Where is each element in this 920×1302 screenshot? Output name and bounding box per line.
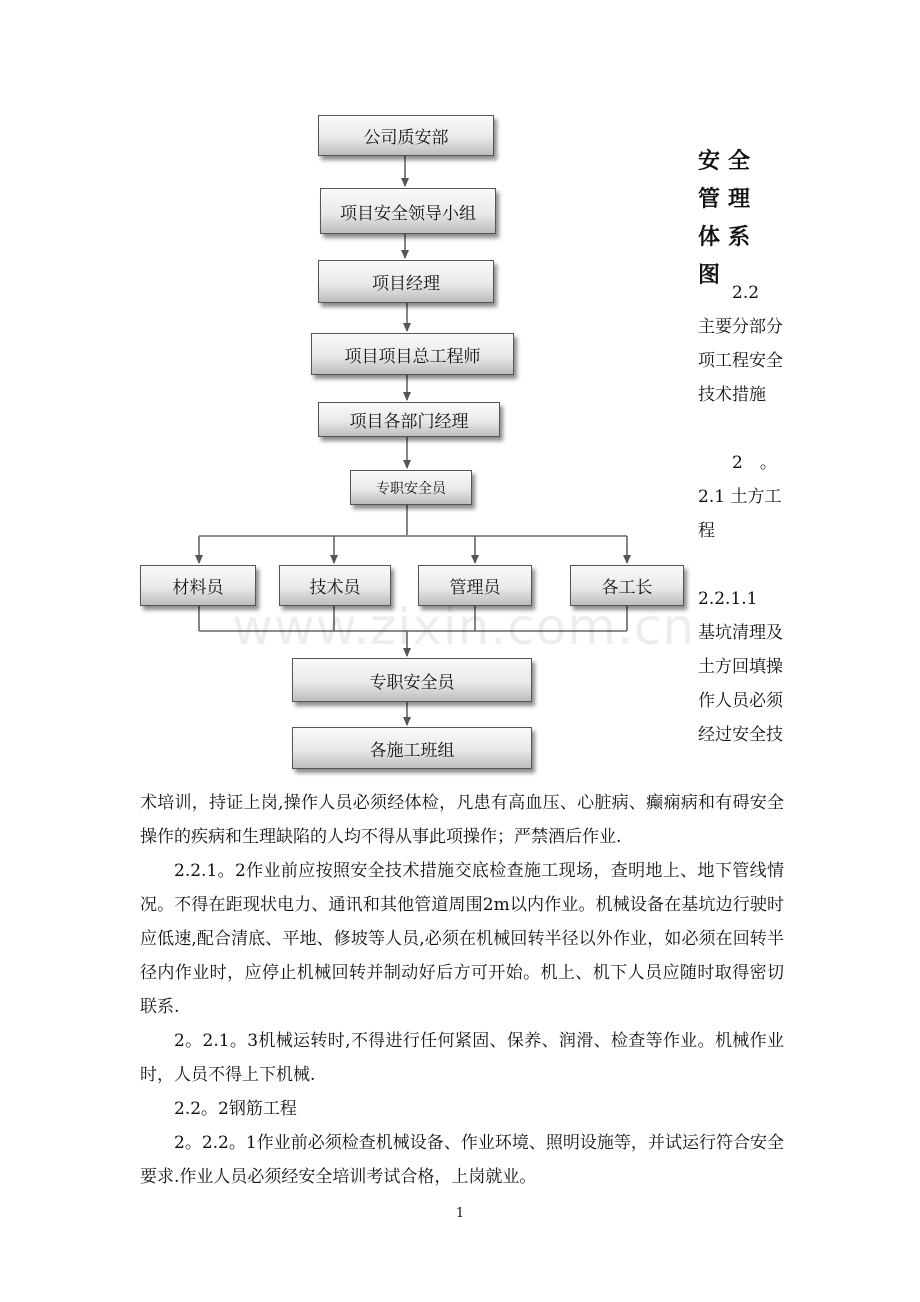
section-number: 2.2 xyxy=(732,283,760,303)
watermark: www.zixin.com.cn xyxy=(232,598,696,656)
item-text: 基坑清理及土方回填操作人员必须经过安全技 xyxy=(698,623,783,745)
node-safety-officer-bottom: 专职安全员 xyxy=(292,658,532,702)
node-technician: 技术员 xyxy=(279,565,391,606)
node-chief-engineer: 项目项目总工程师 xyxy=(311,333,514,375)
body-content xyxy=(140,786,784,1194)
node-project-manager: 项目经理 xyxy=(318,260,494,303)
node-materials: 材料员 xyxy=(140,565,256,606)
paragraph-1: 术培训，持证上岗,操作人员必须经体检，凡患有高血压、心脏病、癫痫病和有碍安全操作的疾病和生理缺陷的人均不得从事此项操作；严禁酒后作业. xyxy=(140,793,784,847)
paragraph-4-heading: 2.2。2钢筋工程 xyxy=(174,1099,297,1119)
node-leader-group: 项目安全领导小组 xyxy=(320,188,496,234)
item-number: 2.2.1.1 xyxy=(698,589,758,609)
node-foremen: 各工长 xyxy=(570,565,684,606)
node-safety-officer-top: 专职安全员 xyxy=(350,470,472,505)
node-dept-managers: 项目各部门经理 xyxy=(318,402,500,437)
section-title: 主要分部分项工程安全技术措施 xyxy=(698,317,783,405)
subsection-title: 2.1 土方工程 xyxy=(698,487,782,541)
node-company-qa: 公司质安部 xyxy=(318,115,494,156)
diagram-title: 安全管理体系图 xyxy=(698,148,759,288)
page-number: 1 xyxy=(455,1206,465,1221)
paragraph-2: 2.2.1。2作业前应按照安全技术措施交底检查施工现场，查明地上、地下管线情况。不得在距现状电力、通讯和其他管道周围2m以内作业。机械设备在基坑边行驶时应低速,配合清底、平地、修坡等人员,必须在机械回转半径以外作业，如必须在回转半径内作业时，应停止机械回转并制动好后方可开始。机上、机下人员应随时取得密切联系. xyxy=(140,861,784,1017)
subsection-number: 2 。 xyxy=(732,453,777,473)
paragraph-3: 2。2.1。3机械运转时,不得进行任何紧固、保养、润滑、检查等作业。机械作业时，人员不得上下机械. xyxy=(140,1031,784,1085)
node-work-teams: 各施工班组 xyxy=(292,727,532,769)
node-management: 管理员 xyxy=(418,565,532,606)
paragraph-5: 2。2.2。1作业前必须检查机械设备、作业环境、照明设施等，并试运行符合安全要求.作业人员必须经安全培训考试合格，上岗就业。 xyxy=(140,1133,784,1187)
